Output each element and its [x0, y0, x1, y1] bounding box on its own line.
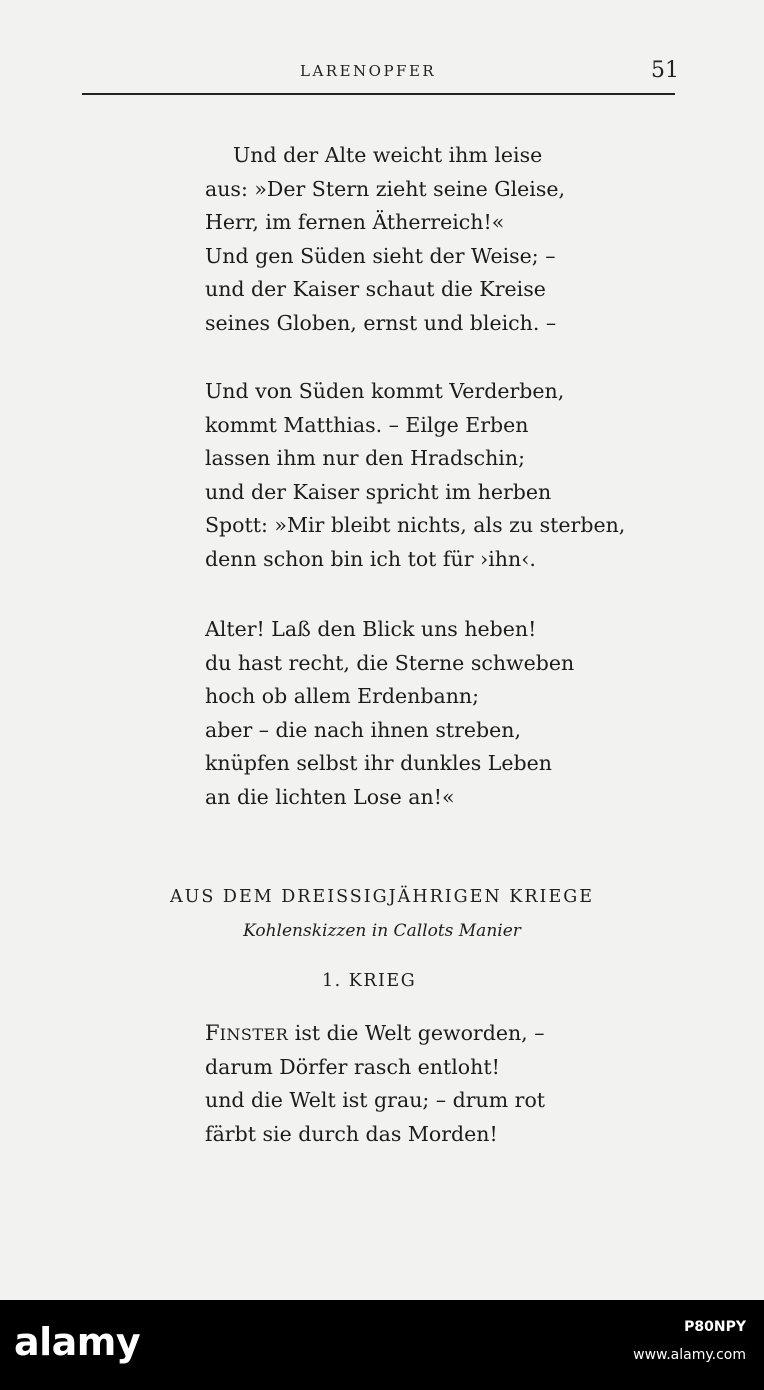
poem-heading: 1. KRIEG — [322, 971, 417, 991]
verse-line: an die lichten Lose an!« — [205, 784, 455, 809]
verse-line: färbt sie durch das Morden! — [205, 1121, 498, 1146]
verse-line: knüpfen selbst ihr dunkles Leben — [205, 751, 552, 776]
verse-line: und der Kaiser schaut die Kreise — [205, 277, 546, 302]
verse-line: Und der Alte weicht ihm leise — [233, 143, 543, 167]
verse-line: hoch ob allem Erdenbann; — [205, 684, 480, 709]
verse-line: darum Dörfer rasch entloht! — [205, 1054, 500, 1079]
section-subtitle: Kohlenskizzen in Callots Manier — [243, 921, 521, 941]
verse-line: Alter! Laß den Blick uns heben! — [205, 617, 537, 641]
verse-line: du hast recht, die Sterne schweben — [205, 650, 575, 675]
verse-line: lassen ihm nur den Hradschin; — [205, 446, 525, 471]
stock-watermark-bar — [0, 1300, 764, 1390]
verse-line: und die Welt ist grau; – drum rot — [205, 1088, 546, 1113]
verse-line: Und von Süden kommt Verderben, — [205, 379, 565, 403]
initial-capital: F — [205, 1021, 220, 1045]
small-caps-word: INSTER — [219, 1025, 289, 1044]
stanza-2 — [205, 375, 625, 577]
verse-line: aber – die nach ihnen streben, — [205, 717, 521, 742]
verse-line: kommt Matthias. – Eilge Erben — [205, 412, 529, 437]
verse-line: Herr, im fernen Ätherreich!« — [205, 210, 505, 235]
verse-line-rest: ist die Welt geworden, – — [288, 1021, 545, 1045]
verse-line: denn schon bin ich tot für ›ihn‹. — [205, 546, 536, 571]
verse-line: seines Globen, ernst und bleich. – — [205, 310, 557, 335]
section-title: AUS DEM DREISSIGJÄHRIGEN KRIEGE — [169, 887, 594, 907]
header-rule — [82, 93, 675, 95]
stanza-1 — [205, 139, 565, 341]
verse-line: aus: »Der Stern zieht seine Gleise, — [205, 176, 566, 201]
verse-line: Spott: »Mir bleibt nichts, als zu sterben, — [205, 513, 626, 538]
watermark-url: www.alamy.com — [633, 1347, 746, 1363]
verse-line: Und gen Süden sieht der Weise; – — [205, 243, 556, 268]
verse-line-first — [205, 1017, 545, 1051]
stanza-4 — [205, 1017, 545, 1151]
stanza-3 — [205, 613, 574, 815]
image-id: P80NPY — [684, 1319, 746, 1335]
alamy-logo: alamy — [14, 1320, 141, 1364]
verse-line: und der Kaiser spricht im herben — [205, 479, 552, 504]
page-number: 51 — [651, 58, 679, 83]
running-head: LARENOPFER — [300, 62, 437, 80]
